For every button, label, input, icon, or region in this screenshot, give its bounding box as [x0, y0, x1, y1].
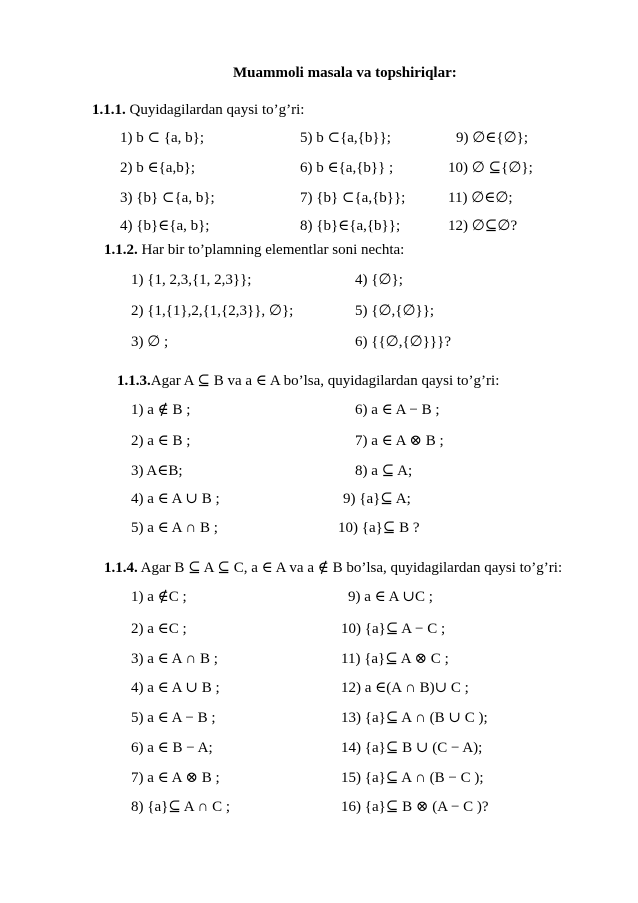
exercise-item: 1) a ∉ B ;: [131, 402, 191, 418]
exercise-item: 4) {b}∈{a, b};: [120, 218, 210, 234]
exercise-item: 2) {1,{1},2,{1,{2,3}}, ∅};: [131, 303, 294, 319]
exercise-item: 6) {{∅,{∅}}}?: [355, 334, 451, 350]
exercise-item: 1) {1, 2,3,{1, 2,3}};: [131, 272, 252, 288]
exercise-item: 8) {b}∈{a,{b}};: [300, 218, 401, 234]
exercise-item: 6) b ∈{a,{b}} ;: [300, 160, 394, 176]
exercise-item: 4) a ∈ A ∪ B ;: [131, 680, 220, 696]
exercise-item: 2) a ∈ B ;: [131, 433, 191, 449]
exercise-item: 2) b ∈{a,b};: [120, 160, 196, 176]
section-1-1-3-header: [117, 372, 499, 390]
exercise-item: 10) ∅ ⊆{∅};: [448, 160, 533, 176]
exercise-item: 4) {∅};: [355, 272, 403, 288]
section-1-1-1-header: [92, 101, 304, 119]
section-1-1-4-header: [104, 559, 562, 577]
exercise-item: 9) {a}⊆ A;: [343, 491, 411, 507]
exercise-item: 11) {a}⊆ A ⊗ C ;: [341, 651, 449, 667]
exercise-item: 6) a ∈ B − A;: [131, 740, 213, 756]
exercise-item: 12) ∅⊆∅?: [448, 218, 518, 234]
exercise-item: 8) a ⊆ A;: [355, 463, 413, 479]
exercise-item: 1) a ∉C ;: [131, 589, 187, 605]
exercise-item: 5) a ∈ A ∩ B ;: [131, 520, 218, 536]
exercise-item: 3) {b} ⊂{a, b};: [120, 190, 215, 206]
section-question: Quyidagilardan qaysi to’g’ri:: [125, 102, 305, 118]
exercise-item: 10) {a}⊆ B ?: [338, 520, 420, 536]
exercise-item: 10) {a}⊆ A − C ;: [341, 621, 446, 637]
exercise-item: 2) a ∈C ;: [131, 621, 187, 637]
exercise-item: 5) {∅,{∅}};: [355, 303, 435, 319]
exercise-item: 12) a ∈(A ∩ B)∪ C ;: [341, 680, 469, 696]
section-question: Agar A ⊆ B va a ∈ A bo’lsa, quyidagilardan qaysi to’g’ri:: [150, 373, 500, 389]
section-number: 1.1.2.: [104, 242, 138, 258]
exercise-item: 5) a ∈ A − B ;: [131, 710, 216, 726]
exercise-item: 3) A∈B;: [131, 463, 183, 479]
exercise-item: 7) {b} ⊂{a,{b}};: [300, 190, 406, 206]
exercise-item: 13) {a}⊆ A ∩ (B ∪ C );: [341, 710, 488, 726]
section-question: Har bir to’plamning elementlar soni nechta:: [137, 242, 405, 258]
exercise-item: 6) a ∈ A − B ;: [355, 402, 440, 418]
exercise-item: 5) b ⊂{a,{b}};: [300, 130, 391, 146]
section-number: 1.1.4.: [104, 560, 138, 576]
exercise-item: 11) ∅∈∅;: [448, 190, 513, 206]
exercise-item: 3) ∅ ;: [131, 334, 169, 350]
exercise-item: 14) {a}⊆ B ∪ (C − A);: [341, 740, 483, 756]
exercise-item: 4) a ∈ A ∪ B ;: [131, 491, 220, 507]
exercise-item: 7) a ∈ A ⊗ B ;: [355, 433, 444, 449]
page-title: Muammoli masala va topshiriqlar:: [233, 65, 457, 81]
exercise-item: 3) a ∈ A ∩ B ;: [131, 651, 218, 667]
exercise-item: 9) a ∈ A ∪C ;: [348, 589, 433, 605]
exercise-item: 16) {a}⊆ B ⊗ (A − C )?: [341, 799, 489, 815]
exercise-item: 8) {a}⊆ A ∩ C ;: [131, 799, 231, 815]
section-number: 1.1.1.: [92, 102, 126, 118]
exercise-item: 9) ∅∈{∅};: [456, 130, 529, 146]
section-question: Agar B ⊆ A ⊆ C, a ∈ A va a ∉ B bo’lsa, quyidagilardan qaysi to’g’ri:: [137, 560, 563, 576]
exercise-item: 1) b ⊂ {a, b};: [120, 130, 205, 146]
exercise-item: 15) {a}⊆ A ∩ (B − C );: [341, 770, 484, 786]
section-1-1-2-header: [104, 241, 404, 259]
exercise-item: 7) a ∈ A ⊗ B ;: [131, 770, 220, 786]
section-number: 1.1.3.: [117, 373, 151, 389]
